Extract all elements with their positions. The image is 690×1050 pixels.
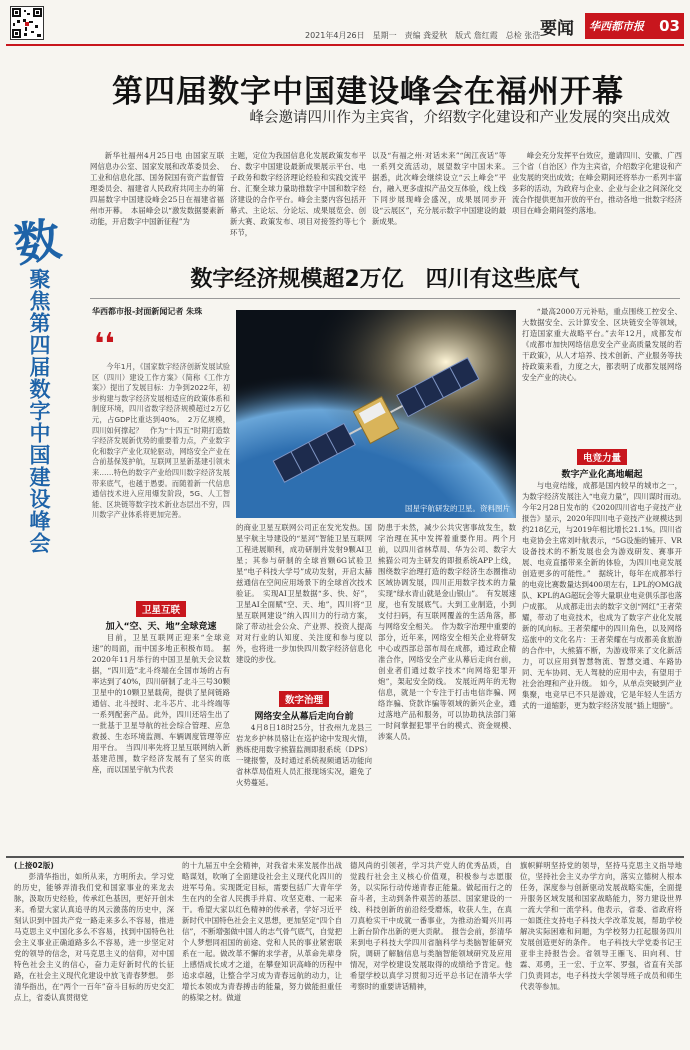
lead-col-2 (230, 150, 366, 258)
page-number: 03 (659, 17, 680, 35)
continued-text-1: 彭清华指出，如所从来，方明所去。学习党的历史，能够弄清我们党和国家事业的来龙去脉，汲取历史经验，传承红色基因，更好开创未来。希望大家认真追寻的风云激荡的历史中，深刻认识到中国共产党一路走来多么不容易，推进马克思主义中国化多么不容易，找到中国特色社会主义事业正确道路多么不容易，进一步坚定对党的领导的信念，对马克思主义的信仰，对中国特色社会主义的信心，奋力走好新时代的长征路，在社会主义现代化建设中放飞青春梦想。 彭清华指出，在“两个一百年”奋斗目标的历史交汇点上，省委认真贯彻党 (14, 872, 174, 1002)
story-col-3b-text: 防患于未然，减少公共灾害事故发生，数字治理在其中发挥着重要作用。两个月前，以四川省林草局、华为公司、数字大熊猫公司为主研发的即报系统APP上线，围绕数字治理打造的数字经济生态圈推动区域协调发展，四川正用数字技术的力量实现“绿水青山就是金山银山”。 有发展速度，也有发展底气。大到工业制造，小到支付扫码，有互联网覆盖的生活角落，都与网络安全相关。 作为数字治理中重要的部分，近年来，网络安全相关企业将研发中心或西部总部布局在成都，通过政企精准合作，网络安全产业从幕后走向台前，创业者们通过数字技术“向网络犯罪开炮”，架起安全防线。 发展近两年的无物信息，就是一个专注于打击电信诈骗、网络诈骗、贷款诈骗等领域的新兴企业，通过落地产品和服务，可以协助执法部门第一时间掌握犯罪平台的模式、资金规模、涉案人员。 (378, 523, 516, 741)
subhead-esports-tag: 电竞力量 (577, 449, 627, 465)
continued-text-2: 的十九届五中全会精神，对我省未来发展作出战略谋划，吹响了全面建设社会主义现代化四川的进军号角。实现既定目标，需要包括广大青年学生在内的全省人民携手并肩、攻坚克难、一起来干。希望大家以红色精神的传承者，学好习近平新时代中国特色社会主义思想，更加坚定“四个自信”，不断增强做中国人的志气骨气底气，自觉把个人梦想同祖国的前途、党和人民的事业紧密联系在一起。做改革不懈的求学者，从革命先辈身上感悟成长成才之道，在攀登知识高峰的历程中追求卓越，让整合学习成为青春远航的动力，让增长本领成为青春搏击的能量，努力做能担重任的栋梁之材。做道 (182, 861, 342, 1002)
continued-col-4 (520, 860, 682, 1046)
qr-code-icon (10, 6, 44, 40)
story-headline: 数字经济规模超2万亿 四川有这些底气 (190, 267, 580, 292)
lead-text-3: 以及“有福之州·对话未来”“闽江夜话”等一系列交流活动，展望数字中国未来。 据悉，此次峰会继续设立“云上峰会”平台，融入更多虚拟产品交互体验，线上线下同步展现峰会盛况，成果展同步开设“云展区”，充分展示数字中国建设的最新成果。 (372, 151, 514, 226)
sidebar-big-char: 数 (10, 211, 65, 273)
lead-text-2: 主题，定位为我国信息化发展政策发布平台、数字中国建设最新成果展示平台、电子政务和数字经济理论经验和实践交流平台、汇聚全球力量助推数字中国和数字经济建设的合作平台。峰会主要内容包括开幕式、主论坛、分论坛、成果展览会、创新大赛、政策发布、项目对接签约等七个环节， (230, 151, 366, 237)
satellite-photo (236, 310, 516, 518)
photo-caption: 国星宇航研发的卫星。资料图片 (405, 504, 510, 513)
lead-col-1 (90, 150, 224, 258)
lead-text-1: 新华社福州4月25日电 由国家互联网信息办公室、国家发展和改革委员会、工业和信息化部、国务院国有资产监督管理委员会、福建省人民政府共同主办的第四届数字中国建设峰会25日在福建省福州市开幕。 本届峰会以“激发数据要素新动能，开启数字中国新征程”为 (90, 151, 224, 226)
story-intro-text: 今年1月，《国家数字经济创新发展试验区（四川）建设工作方案》（简称《工作方案》）提出了发展目标：力争到2022年，初步构建与数字经济发展相适应的政策体系和制度环境，四川省数字经济规模超过2万亿元，占GDP比重达到40%。 2万亿规模，四川如何撑起？ 作为“十四五”时期打造数字经济发展新优势的重要着力点，产业数字化和数字产业化双轮驱动，网络安全产业在合前基保笈护航，互联网卫星新基建引领未来……特色的数字产业给四川数字经济发展带来底气，也越于愚要。而随着新一代信息通信技术进入应用爆发阶段，5G、人工智能、区块链等数字技术新业态层出不穷，四川数字产业体系将更加完善。 (92, 362, 230, 520)
continued-col-2 (182, 860, 342, 1046)
story-col-4b (522, 306, 682, 440)
continued-label: (上接02版) (14, 861, 54, 870)
story-col-3b (378, 522, 516, 852)
masthead-logo: 华西都市报 (589, 20, 644, 33)
story-col-2c (236, 722, 372, 850)
story-col-4c-text: 与电竞结缘，成都是国内较早的城市之一，为数字经济发展注入“电竞力量”，四川谋时而动。 今年2月28日发布的《2020四川省电子竞技产业报告》显示，2020年四川电子竞技产业规模达到约218亿元，与2019年相比增长21.1%。四川省电竞协会主席刘叶航表示，“5G设施的铺开、VR设备技术的不断发展也会为游戏研发、赛事开展、电竞直播带来全新的体验，为四川电竞发展创造更多的可能性。” 据统计，每年在成都举行的电竞比赛数量达到400项左右，LPL的OMG战队、KPL的AG超玩会等大量职业电竞俱乐部也落户成都。 从成都走出去的数字文创“网红”王者荣耀，带动了电竞技术，也成为了数字产业化发展新的风向标。王者荣耀中的四川角色，以及网络巡旅中的文化名片：王者荣耀在与成都美食旅游的合作中，大熊猫不断，为游戏带来了文化新活力，可以应用到智慧物流、智慧交通、车路协同、无车协同、无人驾驶的应用中去，有望用于社会治理和产业升级。 如今，从单点突破到产业集聚，电竞早已不只是游戏，它是年轻人生活方式的一道缩影，更为数字经济发展“插上翅膀”。 (522, 481, 690, 710)
header-meta: 2021年4月26日 星期一 责编 龚爱秋 版式 詹红霞 总检 张浩 (305, 31, 541, 40)
main-headline: 第四届数字中国建设峰会在福州开幕 (112, 74, 624, 110)
subhead-governance-title: 网络安全从幕后走向台前 (254, 712, 354, 722)
story-intro (92, 362, 230, 590)
header-rule (6, 44, 684, 46)
story-rule (90, 298, 680, 299)
byline: 华西都市报-封面新闻记者 朱珠 (92, 307, 203, 316)
lead-col-4 (512, 150, 682, 258)
quote-mark-icon: ❛❛ (94, 327, 115, 362)
lead-text-4: 峰会充分发挥平台效应，邀请四川、安徽、广西三个省（自治区）作为主宾省，介绍数字化建设和产业发展的突出成效；在峰会期间还将举办一系列丰富多彩的活动，为政府与企业、企业与企业之间深化交流合作提供更加开放的平台，推动各地一批数字经济项目在峰会期间签约落地。 (512, 151, 683, 215)
subhead-satellite-tag: 卫星互联 (136, 601, 186, 617)
continued-text-3: 德风尚的引领者，学习共产党人的优秀品质，自觉践行社会主义核心价值观，积极参与志愿服务，以实际行动传递青春正能量。做起而行之的奋斗者，主动到条件艰苦的基层、国家建设的一线、科技创新的前沿经受磨炼，收获人生，在真刀真枪实干中成就一番事业，为推动治蜀兴川再上新台阶作出新的更大贡献。 报告会前，彭清华来到电子科技大学四川省脑科学与类脑智能研究院，调研了解脑信息与类脑智能领域研究及应用情况，对学校建设发展取得的成绩给予肯定。他希望学校以真学习贯彻习近平总书记在清华大学考察时的重要讲话精神， (350, 861, 512, 991)
continued-col-3 (350, 860, 512, 1046)
lead-col-3 (372, 150, 514, 258)
subhead-satellite (92, 598, 230, 632)
story-col-2b-text: 的商业卫星互联网公司正在发光发热。国星宇航主导建设的“星河”智能卫星互联网工程进展顺利，成功研制并发射9颗AI卫星；其参与研制的全球首颗6G试验卫星“电子科技大学号”成功发射，开启太赫兹通信在空间应用场景下的全球首次技术验证。 实现AI卫星数据“多、快、好”，卫星AI全面赋“空、天、地”，四川将“卫星互联网建设”纳入四川力的行动方案，除了带动社会公众、产业界、投资人提高对对行业的认知度、关注度和参与度以外，也将进一步加快四川数字经济信息化建设的步伐。 (236, 523, 372, 664)
story-col-4b-text: “最高2000万元补贴，重点围绕工控安全、大数据安全、云计算安全、区块链安全等领域，打造国家重大战略平台。”去年12月，成都发布《成都市加快网络信息安全产业高质量发展的若干政策》，从人才培养、技术创新、产业服务等扶持政策来看，力度之大，都表明了成都发展网络安全产业的决心。 (522, 307, 682, 382)
section-label: 要闻 (540, 19, 574, 39)
story-col-1b (92, 632, 230, 852)
story-col-2b (236, 522, 372, 684)
subhead-governance-tag: 数字治理 (279, 691, 329, 707)
subhead-esports (522, 446, 682, 480)
bottom-rule (6, 856, 684, 858)
subhead-satellite-title: 加入“空、天、地”全球竞速 (105, 622, 217, 632)
story-col-1b-text: 目前，卫星互联网正迎来“全球竞速”的局面，而中国多地正积极布局。 据2020年11月举行的中国卫星航天会议数据，“四川造”北斗终端在全国市场的占有率达到了40%，四川研制了北斗三号30颗卫星中的10颗卫星载荷，提供了星间链路通信、北斗授时、北斗芯片、北斗终端等一系列配套产品。此外，四川还培生出了一批基于卫星导航的社会综合管理、应急救援、生态环境监测、车辆调度管理等应用平台。 当四川率先将卫星互联网纳入新基建范围，数字经济发展有了坚实的底座，而以国星宇航为代表 (92, 633, 230, 774)
story-col-4c (522, 480, 690, 852)
masthead-box (585, 13, 684, 39)
continued-text-4: 旗帜鲜明坚持党的领导，坚持马克思主义指导地位，坚持社会主义办学方向，落实立德树人根本任务，深度参与创新驱动发展战略实施，全面提升服务区域发展和国家战略能力，努力建设世界一流大学和一流学科。他表示，省委、省政府将一如既往支持电子科技大学改革发展，帮助学校解决实际困难和问题，为学校努力扛起服务四川发展创造更好的条件。 电子科技大学党委书记王亚非主持报告会。省领导王雁飞、田向利、甘霖、邓勇，王一宏、于立军、罗强，省直有关部门负责同志，电子科技大学领导班子成员和师生代表等参加。 (520, 861, 682, 991)
main-subheadline: 峰会邀请四川作为主宾省，介绍数字化建设和产业发展的突出成效 (249, 110, 670, 126)
sidebar-vertical-title: 聚焦第四届数字中国建设峰会 (27, 268, 51, 554)
subhead-governance (236, 688, 372, 722)
subhead-esports-title: 数字产业化高地崛起 (561, 470, 643, 480)
continued-col-1 (14, 871, 174, 1046)
story-col-2c-text: 4月8日18时25分，甘孜州九龙县三岩龙乡护林员骆让在巡护途中发现火情，熟练使用数字熊猫监测即报系统（DPS）一键报警，及时通过系统视频通话功能向省林草局值班人员汇报现场实况，避免了火势蔓延。 (236, 723, 372, 787)
